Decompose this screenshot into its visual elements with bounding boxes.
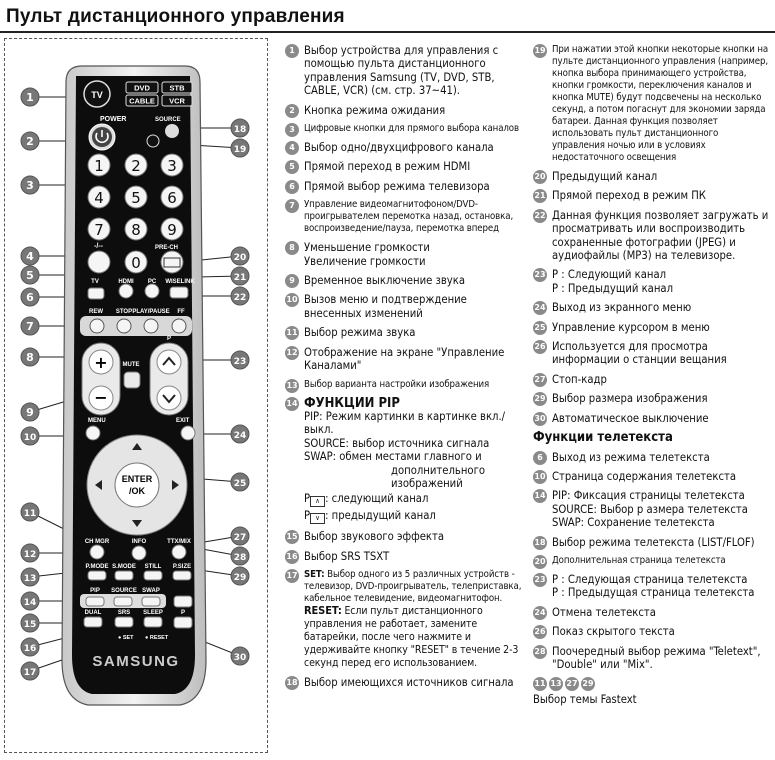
legend-item xyxy=(285,141,525,154)
legend-item: 8 Уменьшение громкости Увеличение громкости xyxy=(285,241,525,268)
item-text: Вызов меню и подтверждение внесенных изменений xyxy=(304,293,467,320)
svg-text:8: 8 xyxy=(131,221,141,239)
svg-text:FF: FF xyxy=(177,309,185,315)
item-text: Выбор устройства для управления с помощью пульта дистанционного управления Samsung (TV, DVD, STB, CABLE, VCR) (см. стр. 37~41). xyxy=(304,44,499,98)
svg-text:SLEEP: SLEEP xyxy=(143,610,163,616)
svg-text:15: 15 xyxy=(23,620,37,630)
stb-mode-button[interactable]: STB xyxy=(169,83,185,93)
svg-text:28: 28 xyxy=(233,553,247,563)
svg-text:27: 27 xyxy=(233,533,247,543)
fastext-number-badge: 27 xyxy=(565,677,579,691)
item-text: Отмена телетекста xyxy=(552,605,656,619)
legend-item xyxy=(285,180,525,193)
svg-text:22: 22 xyxy=(233,293,247,303)
svg-text:5: 5 xyxy=(26,269,34,282)
legend-item xyxy=(533,209,773,263)
item-number-badge: 18 xyxy=(533,536,547,550)
item-text: Отображение на экране "Управление Каналами" xyxy=(304,345,505,373)
item-number-badge: 19 xyxy=(533,44,547,58)
svg-text:P: P xyxy=(167,336,172,342)
svg-text:SOURCE: SOURCE xyxy=(111,588,137,594)
item-text: Выбор имеющихся источников сигнала xyxy=(304,676,514,690)
legend-item: 23 P : Следующая страница телетекста P : Предыдущая страница телетекста xyxy=(534,572,755,600)
svg-text:+: + xyxy=(94,353,108,372)
item-number-badge: 10 xyxy=(285,293,299,307)
legend-item xyxy=(533,44,773,164)
svg-text:23: 23 xyxy=(233,357,247,367)
svg-text:−: − xyxy=(94,388,108,407)
item-number-badge: 14 xyxy=(533,489,547,503)
item-number-badge: 18 xyxy=(285,676,299,690)
item-number-badge: 3 xyxy=(285,123,299,137)
pip-next-channel: P ∧ : следующий канал xyxy=(304,492,429,506)
svg-text:S.MODE: S.MODE xyxy=(112,564,136,570)
legend-item xyxy=(533,645,773,672)
pip-prev-channel: P ∨ : предыдущий канал xyxy=(304,509,436,523)
svg-text:9: 9 xyxy=(26,406,34,419)
legend-item xyxy=(285,104,525,117)
legend-item xyxy=(533,392,773,405)
fastext-number-badges xyxy=(533,677,773,691)
legend-item xyxy=(285,123,525,135)
item-number-badge: 16 xyxy=(285,550,299,564)
svg-text:10: 10 xyxy=(23,433,37,443)
svg-text:16: 16 xyxy=(23,644,37,654)
svg-text:SAMSUNG: SAMSUNG xyxy=(92,653,180,670)
light-icon xyxy=(147,135,159,147)
item-text: Автоматическое выключение xyxy=(552,411,709,425)
item-text: Выход из режима телетекста xyxy=(552,450,710,464)
item-text: Выбор варианта настройки изображения xyxy=(304,378,490,390)
item-number-badge: 4 xyxy=(285,141,299,155)
item-number-badge: 20 xyxy=(533,170,547,184)
svg-text:25: 25 xyxy=(233,479,247,489)
svg-text:MENU: MENU xyxy=(88,418,106,424)
item-text: Цифровые кнопки для прямого выбора каналов xyxy=(304,123,519,135)
power-label: POWER xyxy=(100,116,127,123)
remote-control-illustration xyxy=(0,0,270,760)
item-number-badge: 5 xyxy=(285,160,299,174)
item-number-badge: 28 xyxy=(533,645,547,659)
svg-text:3: 3 xyxy=(26,179,34,192)
cable-mode-button[interactable]: CABLE xyxy=(129,96,155,106)
legend-item xyxy=(285,199,525,235)
svg-text:17: 17 xyxy=(23,668,37,678)
legend-item xyxy=(285,379,525,391)
svg-text:1: 1 xyxy=(26,91,34,104)
item-text: При нажатии этой кнопки некоторые кнопки на пульте дистанционного управления (например, кнопка выбора принимающего устройства, кнопки громкости, переключения каналов и кнопка MUTE) будут подсвечены на несколько секунд, а потом погаснут для экономии заряда батареи. Данная функция позволяет использовать пульт дистанционного управления ночью или в условиях недостаточного освещения xyxy=(552,44,769,163)
legend-item xyxy=(285,530,525,543)
svg-text:● RESET: ● RESET xyxy=(145,635,169,641)
item-text: Страница содержания телетекста xyxy=(552,469,737,483)
svg-text:STILL: STILL xyxy=(144,564,162,570)
svg-text:PC: PC xyxy=(147,279,157,285)
item-number-badge: 7 xyxy=(285,199,299,213)
item-number-badge: 29 xyxy=(533,392,547,406)
legend-item xyxy=(533,625,773,638)
svg-text:/OK: /OK xyxy=(128,486,146,496)
legend-item xyxy=(533,606,773,619)
vcr-mode-button[interactable]: VCR xyxy=(169,96,185,106)
svg-text:4: 4 xyxy=(94,189,104,207)
item-number-badge: 6 xyxy=(533,451,547,465)
legend-item xyxy=(285,274,525,287)
legend-item xyxy=(285,160,525,173)
svg-text:PRE-CH: PRE-CH xyxy=(155,245,179,251)
fastext-item: Выбор темы Fastext xyxy=(533,693,637,707)
description-column-1 xyxy=(285,44,525,696)
svg-text:CH MGR: CH MGR xyxy=(84,539,110,545)
item-text: Стоп-кадр xyxy=(552,372,607,386)
item-text: Управление видеомагнитофоном/DVD-проигрывателем перемотка назад, остановка, воспроизведение/пауза, перемотка вперед xyxy=(304,199,514,235)
svg-text:19: 19 xyxy=(233,145,247,155)
svg-text:P.SIZE: P.SIZE xyxy=(172,564,192,570)
item-text: Выбор режима телетекста (LIST/FLOF) xyxy=(552,535,755,549)
item-text: Прямой выбор режима телевизора xyxy=(304,179,490,193)
item-number-badge: 6 xyxy=(285,180,299,194)
item-number-badge: 26 xyxy=(533,625,547,639)
svg-text:9: 9 xyxy=(167,221,177,239)
svg-text:HDMI: HDMI xyxy=(118,279,134,285)
svg-text:2: 2 xyxy=(131,157,141,175)
svg-text:4: 4 xyxy=(26,250,34,263)
svg-text:30: 30 xyxy=(233,653,247,663)
dvd-mode-button[interactable]: DVD xyxy=(134,83,150,93)
legend-item xyxy=(533,373,773,386)
item-number-badge: 15 xyxy=(285,530,299,544)
svg-text:6: 6 xyxy=(167,189,177,207)
item-number-badge: 11 xyxy=(285,326,299,340)
svg-text:3: 3 xyxy=(167,157,177,175)
svg-text:ENTER: ENTER xyxy=(121,474,153,484)
svg-text:20: 20 xyxy=(233,253,247,263)
item-text: Прямой переход в режим ПК xyxy=(552,189,706,203)
svg-text:PIP: PIP xyxy=(90,588,100,594)
item-number-badge: 22 xyxy=(533,209,547,223)
svg-text:5: 5 xyxy=(131,189,141,207)
item-text: Временное выключение звука xyxy=(304,274,466,288)
svg-text:0: 0 xyxy=(131,254,141,272)
item-number-badge: 13 xyxy=(285,379,299,393)
tv-mode-label: TV xyxy=(91,90,103,100)
svg-text:EXIT: EXIT xyxy=(176,418,190,424)
legend-item xyxy=(533,189,773,202)
item-number-badge: 20 xyxy=(533,555,547,569)
legend-item xyxy=(285,326,525,339)
svg-text:18: 18 xyxy=(233,125,247,135)
item-text: Предыдущий канал xyxy=(552,170,658,183)
item-text: Выбор режима звука xyxy=(304,326,416,340)
item-text: Показ скрытого текста xyxy=(552,625,675,639)
item-number-badge: 26 xyxy=(533,340,547,354)
item-text: Выбор размера изображения xyxy=(552,392,708,406)
legend-item xyxy=(285,44,525,98)
svg-text:P: P xyxy=(180,610,186,616)
legend-item xyxy=(533,321,773,334)
item-number-badge: 12 xyxy=(285,346,299,360)
item-text: Поочередный выбор режима "Teletext", "Double" или "Mix". xyxy=(552,644,761,671)
svg-text:-/--: -/-- xyxy=(94,243,103,250)
legend-item xyxy=(533,412,773,425)
item-number-badge: 10 xyxy=(533,470,547,484)
item-text: Используется для просмотра информации о станции вещания xyxy=(552,340,727,367)
source-label: SOURCE xyxy=(155,117,181,123)
legend-item xyxy=(533,301,773,314)
legend-item xyxy=(533,170,773,183)
page-title: Пульт дистанционного управления xyxy=(6,6,345,27)
svg-text:● SET: ● SET xyxy=(118,635,134,641)
legend-item xyxy=(533,555,773,567)
svg-text:8: 8 xyxy=(26,351,34,364)
svg-text:STOP: STOP xyxy=(115,309,133,315)
svg-text:12: 12 xyxy=(23,550,37,560)
item-text: Кнопка режима ожидания xyxy=(304,103,446,117)
svg-text:21: 21 xyxy=(233,273,247,283)
svg-text:TV: TV xyxy=(91,279,99,285)
item-text: Прямой переход в режим HDMI xyxy=(304,160,471,174)
item-number-badge: 21 xyxy=(533,189,547,203)
fastext-number-badge: 11 xyxy=(533,677,547,691)
item-text: Выбор звукового эффекта xyxy=(304,530,445,544)
svg-text:TTX/MIX: TTX/MIX xyxy=(167,539,191,545)
item-number-badge: 27 xyxy=(533,373,547,387)
svg-text:PLAY/PAUSE: PLAY/PAUSE xyxy=(132,309,170,315)
legend-item xyxy=(533,451,773,464)
svg-text:7: 7 xyxy=(26,320,34,333)
item-number-badge: 23 xyxy=(533,573,547,587)
item-text: PIP: Фиксация страницы телетекста SOURCE: Выбор р азмера телетекста SWAP: Сохранение телетекста xyxy=(552,489,748,530)
svg-text:13: 13 xyxy=(23,574,37,584)
item-text: Выбор одно/двухцифрового канала xyxy=(304,141,494,155)
item-number-badge: 23 xyxy=(533,268,547,282)
item-text: Управление курсором в меню xyxy=(552,320,710,334)
fastext-number-badge: 13 xyxy=(549,677,563,691)
set-reset-item: 17 SET: Выбор одного из 5 различных устройств - телевизор, DVD-проигрыватель, телеприставка, кабельное телевидение, видеомагнитофон. RESET: Если пульт дистанционного управления не работает, замените батарейки, после чего нажмите и удерживайте кнопку "RESET" в течение 2-3 секунд перед его использованием. xyxy=(286,569,522,670)
item-number-badge: 24 xyxy=(533,301,547,315)
svg-text:1: 1 xyxy=(94,157,104,175)
svg-text:MUTE: MUTE xyxy=(122,362,140,368)
item-number-badge: 9 xyxy=(285,274,299,288)
svg-text:2: 2 xyxy=(26,135,34,148)
svg-text:SWAP: SWAP xyxy=(142,588,160,594)
legend-item xyxy=(533,536,773,549)
item-text: Выход из экранного меню xyxy=(552,301,692,315)
legend-item xyxy=(533,470,773,483)
svg-text:6: 6 xyxy=(26,291,34,304)
svg-text:WISELINK: WISELINK xyxy=(165,279,195,285)
pip-functions: 14 ФУНКЦИИ PIP PIP: Режим картинки в картинке вкл./выкл. SOURCE: выбор источника сигнала SWAP: обмен местами главного и дополнительного изображений P ∧ : следующий канал P ∨ : предыдущий канал xyxy=(285,397,525,525)
legend-item: 23 P : Следующий канал P : Предыдущий канал xyxy=(534,268,674,295)
legend-item xyxy=(285,550,525,563)
svg-text:REW: REW xyxy=(89,309,103,315)
item-number-badge: 24 xyxy=(533,606,547,620)
item-number-badge: 8 xyxy=(285,241,299,255)
description-column-2 xyxy=(533,44,773,707)
svg-text:P.MODE: P.MODE xyxy=(85,564,109,570)
svg-text:SRS: SRS xyxy=(117,610,131,616)
svg-text:24: 24 xyxy=(233,431,247,441)
svg-text:INFO: INFO xyxy=(131,539,147,545)
svg-text:11: 11 xyxy=(23,509,37,519)
item-text: Данная функция позволяет загружать и просматривать или воспроизводить сохраненные фотографии (JPEG) и аудиофайлы (MP3) на телевизоре. xyxy=(552,208,769,263)
item-number-badge: 1 xyxy=(285,44,299,58)
item-number-badge: 30 xyxy=(533,412,547,426)
svg-text:14: 14 xyxy=(23,598,37,608)
svg-text:29: 29 xyxy=(233,573,247,583)
svg-text:7: 7 xyxy=(94,221,104,239)
teletext-heading: Функции телетекста xyxy=(533,430,673,446)
item-number-badge: 2 xyxy=(285,104,299,118)
fastext-number-badge: 29 xyxy=(581,677,595,691)
item-text: Выбор SRS TSXT xyxy=(304,549,390,563)
item-number-badge: 25 xyxy=(533,321,547,335)
legend-item xyxy=(533,489,773,529)
legend-item xyxy=(285,676,525,689)
legend-item xyxy=(285,346,525,373)
legend-item xyxy=(533,340,773,367)
legend-item xyxy=(285,293,525,320)
item-text: Дополнительная страница телетекста xyxy=(552,554,726,566)
svg-text:DUAL: DUAL xyxy=(84,610,102,616)
